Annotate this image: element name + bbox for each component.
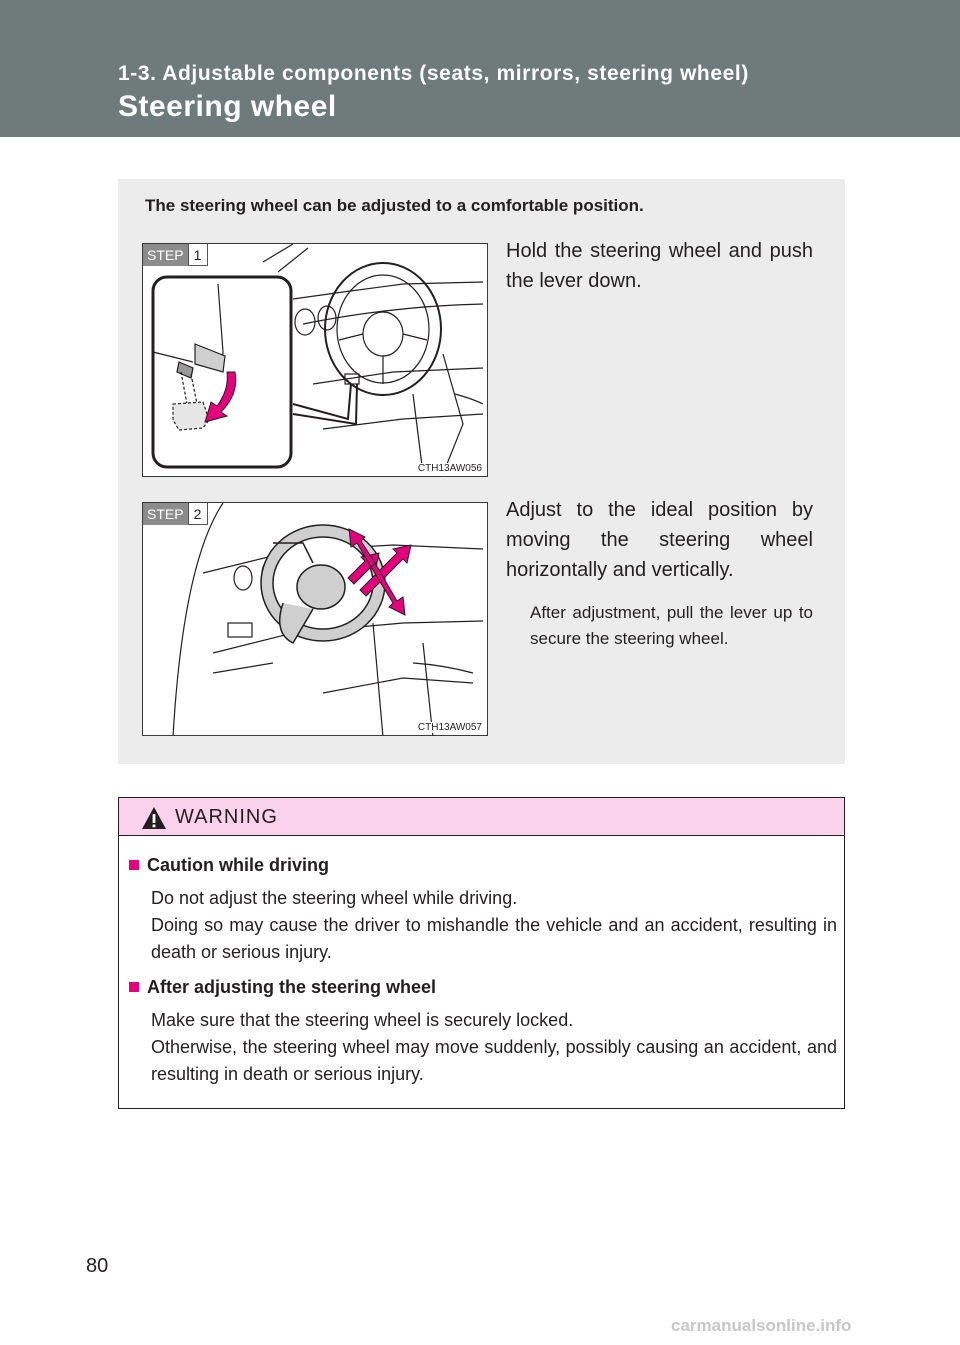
step-2-badge — [143, 503, 208, 525]
header-bar — [0, 0, 960, 137]
step-2-note: After adjustment, pull the lever up to secure the steering wheel. — [530, 603, 813, 648]
step-1-badge-number: 1 — [188, 244, 208, 266]
watermark: carmanualsonline.info — [671, 1316, 852, 1335]
step-1-text: Hold the steering wheel and push the lever down. — [506, 240, 813, 292]
step-1-figure-code: CTH13AW056 — [417, 463, 482, 474]
warning-item — [127, 974, 837, 1088]
warning-item-heading: Caution while driving — [147, 854, 330, 875]
page-title: Steering wheel — [118, 90, 337, 123]
warning-item-heading: After adjusting the steering wheel — [147, 976, 437, 997]
step-2-figure — [142, 502, 488, 736]
page-number: 80 — [86, 1255, 109, 1277]
step-2-text: Adjust to the ideal position by moving the steering wheel horizontally and vertically. — [506, 499, 813, 581]
warning-item — [127, 852, 837, 966]
step-2-badge-word: STEP — [143, 503, 188, 525]
step-1-figure — [142, 243, 488, 477]
warning-header — [119, 798, 844, 836]
warning-item-paragraph: Make sure that the steering wheel is securely locked. — [151, 1010, 574, 1030]
intro-text: The steering wheel can be adjusted to a comfortable position. — [145, 196, 644, 215]
warning-item-paragraph: Otherwise, the steering wheel may move suddenly, possibly causing an accident, and resulting in death or serious injury. — [151, 1037, 837, 1084]
step-1-illustration — [143, 244, 488, 477]
warning-item-paragraph: Do not adjust the steering wheel while driving. — [151, 888, 518, 908]
step-2-illustration — [143, 503, 488, 736]
square-bullet-icon — [129, 860, 139, 870]
step-1-badge-word: STEP — [143, 244, 188, 266]
step-1-badge — [143, 244, 208, 266]
warning-item-paragraph: Doing so may cause the driver to mishandle the vehicle and an accident, resulting in death or serious injury. — [151, 915, 837, 962]
square-bullet-icon — [129, 982, 139, 992]
warning-title: WARNING — [175, 806, 278, 828]
section-label: 1-3. Adjustable components (seats, mirrors, steering wheel) — [118, 62, 749, 85]
warning-box — [118, 797, 845, 1109]
warning-triangle-icon — [141, 806, 167, 830]
step-2-badge-number: 2 — [188, 503, 208, 525]
step-2-figure-code: CTH13AW057 — [417, 722, 482, 733]
